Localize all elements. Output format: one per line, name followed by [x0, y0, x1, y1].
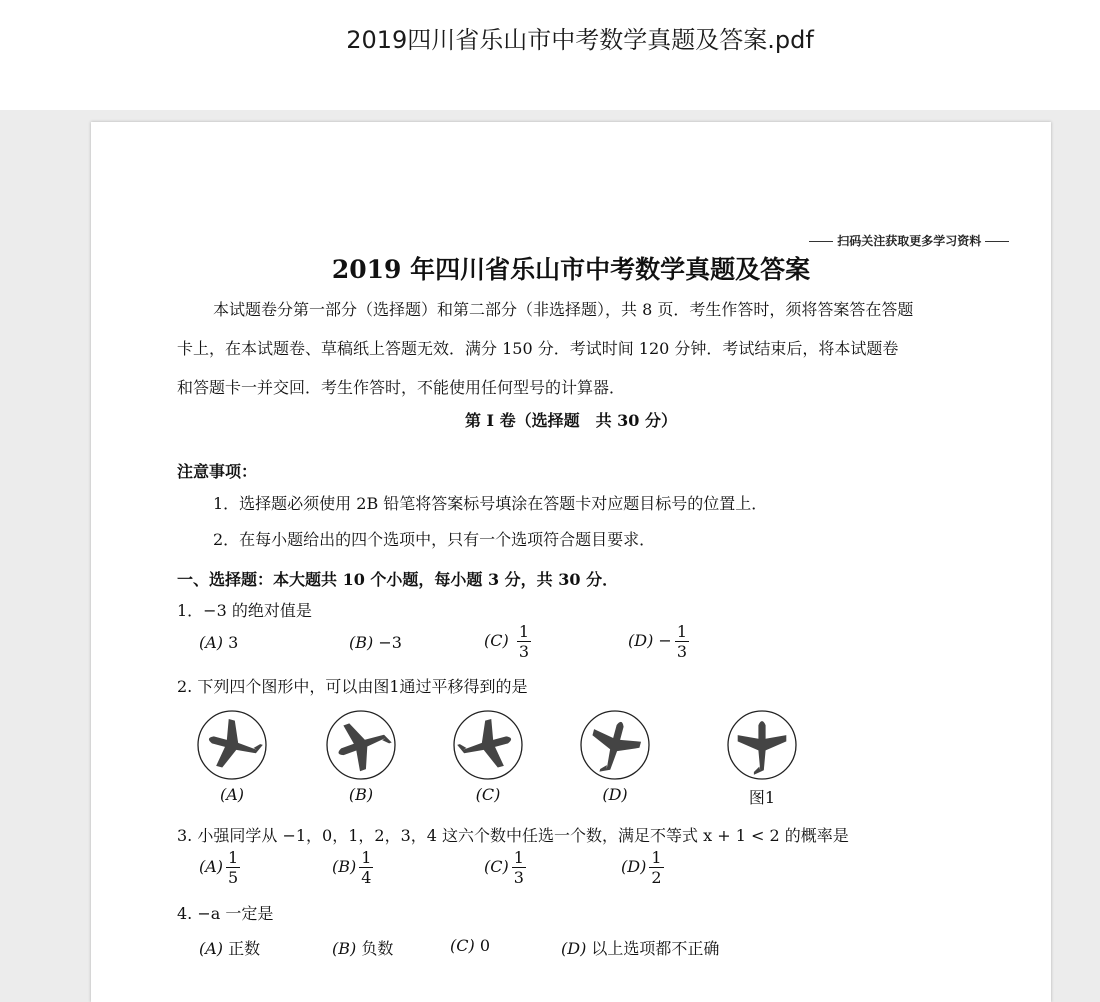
- q1-option-b: [349, 633, 402, 652]
- q4-option-b: [332, 936, 393, 959]
- q3-b-label: (B): [332, 857, 357, 876]
- q1-b-value: −3: [378, 633, 402, 652]
- q4-option-d: [561, 936, 719, 959]
- intro-line-3: 和答题卡一并交回．考生作答时，不能使用任何型号的计算器．: [177, 378, 626, 397]
- dash-left: [809, 241, 833, 242]
- q1-option-a: [199, 633, 238, 652]
- q4-b-value: 负数: [361, 939, 394, 958]
- q2-label-d: (D): [602, 785, 628, 804]
- q1-option-d: [628, 622, 689, 661]
- section-title: 一、选择题：本大题共 10 个小题，每小题 3 分，共 30 分．: [177, 570, 619, 589]
- airplane-icon: [453, 715, 517, 776]
- q1-c-fraction: [517, 622, 531, 661]
- q1-c-num: 1: [518, 622, 530, 641]
- title-bar: [0, 0, 1100, 110]
- qr-note: [809, 232, 1009, 249]
- q1-d-sign: −: [658, 631, 672, 650]
- notice-title: 注意事项：: [177, 462, 258, 481]
- plane-fig1-circle: [728, 711, 796, 779]
- q3-b-num: 1: [361, 848, 372, 867]
- q4-option-a: [199, 936, 260, 959]
- intro-line-2: 卡上，在本试题卷、草稿纸上答题无效．满分 150 分．考试时间 120 分钟．考试结束后，将本试题卷: [177, 339, 899, 358]
- pdf-page[interactable]: [91, 122, 1051, 1002]
- exam-title: 2019 年四川省乐山市中考数学真题及答案: [331, 255, 811, 284]
- q3-c-num: 1: [513, 848, 524, 867]
- q3-c-label: (C): [484, 857, 509, 876]
- q4-b-label: (B): [332, 939, 357, 958]
- q4-d-value: 以上选项都不正确: [591, 939, 720, 958]
- plane-d: [581, 711, 649, 780]
- dash-right: [985, 241, 1009, 242]
- plane-c: [453, 711, 522, 779]
- q3-option-b: [332, 848, 373, 887]
- q4-a-label: (A): [199, 939, 224, 958]
- q1-option-c: [484, 622, 531, 661]
- q4-option-c: [450, 936, 490, 955]
- q1-c-label: (C): [484, 631, 509, 650]
- q4-c-value: 0: [479, 936, 491, 955]
- q3-a-den: 5: [228, 868, 239, 887]
- q3-d-label: (D): [621, 857, 647, 876]
- airplane-icon: [738, 721, 787, 775]
- plane-b-circle: [327, 711, 395, 779]
- q3-b-fraction: [359, 848, 373, 887]
- q3-d-den: 2: [651, 868, 662, 887]
- q3-a-fraction: [226, 848, 240, 887]
- airplane-icon: [203, 715, 267, 776]
- document-title: 2019四川省乐山市中考数学真题及答案.pdf: [346, 26, 814, 54]
- qr-note-text: 扫码关注获取更多学习资料: [837, 234, 982, 248]
- q3-option-a: [199, 848, 240, 887]
- plane-a: [198, 711, 267, 779]
- notice-1: 1．选择题必须使用 2B 铅笔将答案标号填涂在答题卡对应题目标号的位置上．: [213, 494, 768, 513]
- q3-stem: 3. 小强同学从 −1，0，1，2，3，4 这六个数中任选一个数，满足不等式 x + 1 < 2 的概率是: [177, 826, 849, 845]
- q1-c-den: 3: [518, 642, 530, 661]
- plane-a-circle: [198, 711, 266, 779]
- airplane-icon: [330, 712, 397, 776]
- q4-c-label: (C): [450, 936, 475, 955]
- q2-label-c: (C): [475, 785, 501, 804]
- airplane-icon: [584, 716, 645, 780]
- q3-d-fraction: [649, 848, 663, 887]
- q3-d-num: 1: [651, 848, 662, 867]
- q3-c-den: 3: [513, 868, 524, 887]
- q1-d-den: 3: [676, 642, 687, 661]
- q1-stem: 1．−3 的绝对值是: [177, 601, 312, 620]
- q1-d-num: 1: [676, 622, 687, 641]
- q3-b-den: 4: [361, 868, 372, 887]
- part-title: 第 I 卷（选择题 共 30 分）: [464, 411, 678, 430]
- q1-a-label: (A): [199, 633, 224, 652]
- q1-d-fraction: [675, 622, 689, 661]
- q1-d-label: (D): [628, 631, 654, 650]
- intro-paragraph: [177, 290, 967, 407]
- q3-option-c: [484, 848, 526, 887]
- q4-d-label: (D): [561, 939, 587, 958]
- notice-2: 2．在每小题给出的四个选项中，只有一个选项符合题目要求．: [213, 530, 656, 549]
- plane-d-circle: [581, 711, 649, 779]
- q3-c-fraction: [512, 848, 526, 887]
- q3-a-num: 1: [228, 848, 239, 867]
- q1-a-value: 3: [228, 633, 239, 652]
- q1-b-label: (B): [349, 633, 374, 652]
- plane-b: [327, 711, 397, 779]
- q3-a-label: (A): [199, 857, 224, 876]
- q3-option-d: [621, 848, 664, 887]
- plane-c-circle: [454, 711, 522, 779]
- q4-a-value: 正数: [228, 939, 261, 958]
- q2-label-b: (B): [348, 785, 374, 804]
- intro-line-1: 本试题卷分第一部分（选择题）和第二部分（非选择题），共 8 页．考生作答时，须将答案答在答题: [213, 300, 914, 319]
- q2-label-a: (A): [219, 785, 245, 804]
- q4-stem: 4. −a 一定是: [177, 904, 274, 923]
- q2-label-fig1: 图1: [748, 788, 776, 807]
- plane-fig1: [728, 711, 796, 779]
- q2-stem: 2. 下列四个图形中，可以由图1通过平移得到的是: [177, 677, 528, 696]
